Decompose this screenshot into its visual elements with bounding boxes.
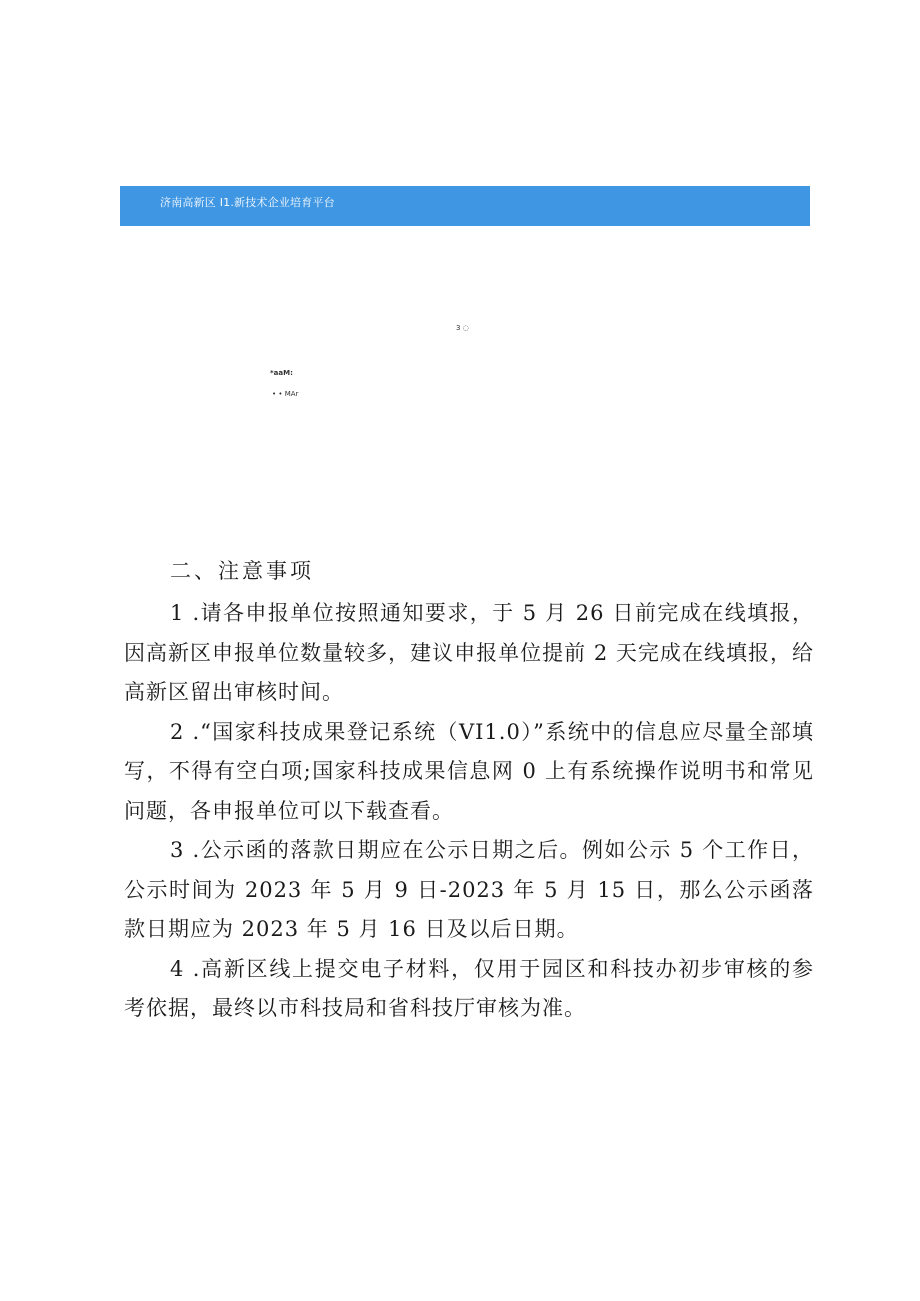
image-fragment-text: *aaM: — [270, 369, 293, 377]
notice-item-1: 1 .请各申报单位按照通知要求，于 5 月 26 日前完成在线填报，因高新区申报单位数量较多，建议申报单位提前 2 天完成在线填报，给高新区留出审核时间。 — [124, 601, 814, 704]
notice-item-4: 4 .高新区线上提交电子材料，仅用于园区和科技办初步审核的参考依据，最终以市科技局和省科技厅审核为准。 — [124, 956, 814, 1020]
notice-item-3: 3 .公示函的落款日期应在公示日期之后。例如公示 5 个工作日，公示时间为 2023 年 5 月 9 日-2023 年 5 月 15 日，那么公示函落款日期应为 2023 年 5 月 16 日及以后日期。 — [124, 838, 814, 941]
notice-item-2: 2 .“国家科技成果登记系统（VI1.0）”系统中的信息应尽量全部填写，不得有空白项;国家科技成果信息网 0 上有系统操作说明书和常见问题，各申报单位可以下载查看。 — [124, 719, 814, 823]
section-heading: 二、注意事项 — [170, 559, 314, 583]
notice-section — [124, 555, 814, 1029]
banner-title: 济南高新区 I1.新技术企业培育平台 — [160, 196, 335, 209]
image-fragment-text: • • MAr — [272, 390, 299, 398]
image-fragment-text: 3 ◌ — [456, 324, 469, 332]
platform-banner — [120, 186, 810, 226]
